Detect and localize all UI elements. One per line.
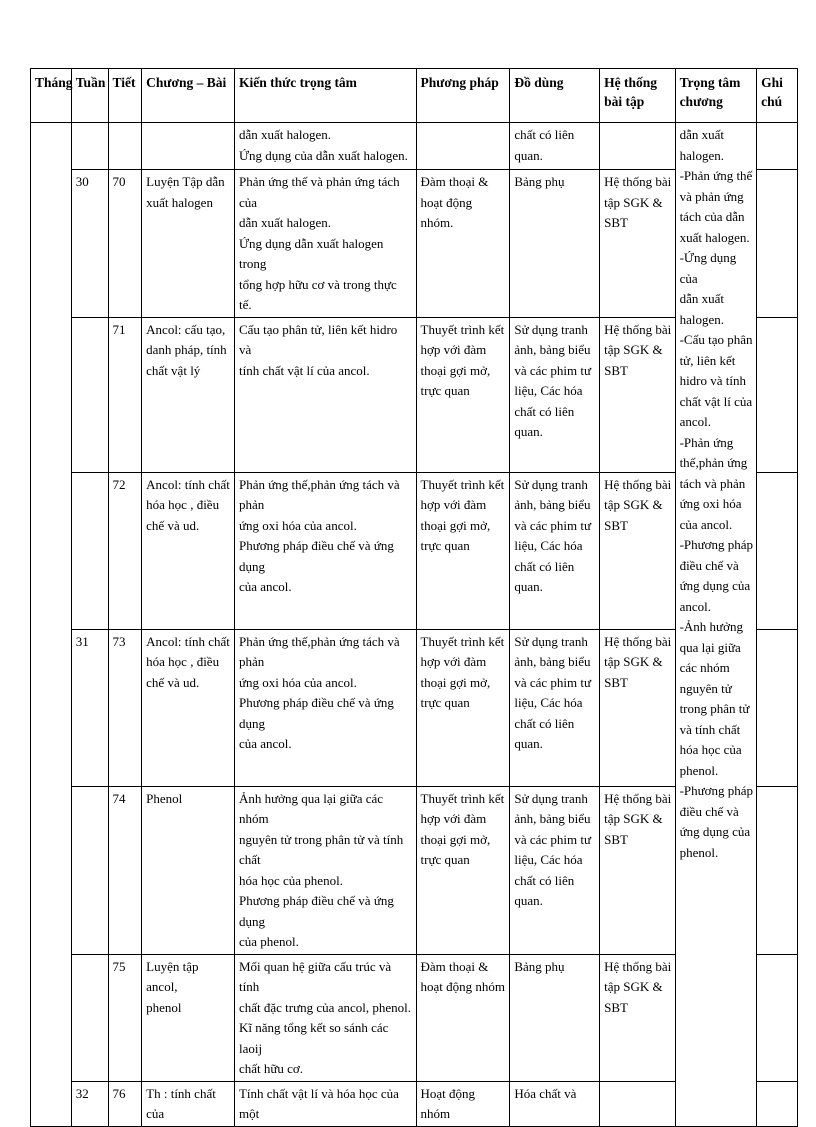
thang-cell [31, 123, 72, 1127]
he-thong-cell: Hệ thống bài tập SGK & SBT [600, 317, 675, 472]
tuan-cell: 31 [71, 629, 108, 786]
header-he-thong: Hệ thống bài tập [600, 69, 675, 123]
tiet-cell: 71 [108, 317, 142, 472]
bai-cell: Phenol [142, 786, 235, 954]
kien-thuc-cell: Phản ứng thế,phản ứng tách và phản ứng oxi hóa của ancol. Phương pháp điều chế và ứng dụng của ancol. [234, 472, 416, 629]
header-phuong-phap: Phương pháp [416, 69, 510, 123]
header-trong-tam: Trọng tâm chương [675, 69, 757, 123]
ghi-chu-cell [757, 786, 798, 954]
ghi-chu-cell [757, 123, 798, 170]
bai-cell: Ancol: tính chất hóa học , điều chế và ud. [142, 629, 235, 786]
ghi-chu-cell [757, 629, 798, 786]
header-kien-thuc: Kiến thức trọng tâm [234, 69, 416, 123]
phuong-phap-cell: Đàm thoại & hoạt động nhóm [416, 954, 510, 1081]
lesson-plan-table [30, 68, 798, 1127]
tiet-cell: 74 [108, 786, 142, 954]
table-header-row [31, 69, 798, 123]
do-dung-cell: Sử dụng tranh ảnh, bảng biểu và các phim tư liệu, Các hóa chất có liên quan. [510, 317, 600, 472]
header-chuong-bai: Chương – Bài [142, 69, 235, 123]
ghi-chu-cell [757, 472, 798, 629]
kien-thuc-cell: Phản ứng thế,phản ứng tách và phản ứng oxi hóa của ancol. Phương pháp điều chế và ứng dụng của ancol. [234, 629, 416, 786]
header-tiet: Tiết [108, 69, 142, 123]
tuan-cell: 30 [71, 170, 108, 318]
do-dung-cell: Sử dụng tranh ảnh, bảng biểu và các phim tư liệu, Các hóa chất có liên quan. [510, 472, 600, 629]
ghi-chu-cell [757, 1081, 798, 1126]
header-do-dung: Đồ dùng [510, 69, 600, 123]
tiet-cell [108, 123, 142, 170]
phuong-phap-cell: Thuyết trình kết hợp với đàm thoại gợi mở, trực quan [416, 786, 510, 954]
he-thong-cell: Hệ thống bài tập SGK & SBT [600, 472, 675, 629]
kien-thuc-cell: Cấu tạo phân tử, liên kết hidro và tính chất vật lí của ancol. [234, 317, 416, 472]
bai-cell [142, 123, 235, 170]
phuong-phap-cell: Thuyết trình kết hợp với đàm thoại gợi mở, trực quan [416, 472, 510, 629]
do-dung-cell: Hóa chất và [510, 1081, 600, 1126]
tuan-cell [71, 786, 108, 954]
he-thong-cell: Hệ thống bài tập SGK & SBT [600, 629, 675, 786]
he-thong-cell: Hệ thống bài tập SGK & SBT [600, 170, 675, 318]
he-thong-cell [600, 123, 675, 170]
tuan-cell [71, 317, 108, 472]
tiet-cell: 72 [108, 472, 142, 629]
he-thong-cell [600, 1081, 675, 1126]
kien-thuc-cell: Ảnh hưởng qua lại giữa các nhóm nguyên tử trong phân tử và tính chất hóa học của phenol. Phương pháp điều chế và ứng dụng của phenol. [234, 786, 416, 954]
do-dung-cell: Sử dụng tranh ảnh, bảng biểu và các phim tư liệu, Các hóa chất có liên quan. [510, 629, 600, 786]
bai-cell: Ancol: cấu tạo, danh pháp, tính chất vật lý [142, 317, 235, 472]
do-dung-cell: chất có liên quan. [510, 123, 600, 170]
kien-thuc-cell: Tính chất vật lí và hóa học của một [234, 1081, 416, 1126]
header-tuan: Tuần [71, 69, 108, 123]
tiet-cell: 70 [108, 170, 142, 318]
tiet-cell: 76 [108, 1081, 142, 1126]
tuan-cell [71, 954, 108, 1081]
kien-thuc-cell: Mối quan hệ giữa cấu trúc và tính chất đặc trưng của ancol, phenol. Kĩ năng tổng kết so sánh các laoij chất hữu cơ. [234, 954, 416, 1081]
bai-cell: Luyện tập ancol, phenol [142, 954, 235, 1081]
ghi-chu-cell [757, 317, 798, 472]
ghi-chu-cell [757, 954, 798, 1081]
tiet-cell: 73 [108, 629, 142, 786]
phuong-phap-cell: Hoạt động nhóm [416, 1081, 510, 1126]
he-thong-cell: Hệ thống bài tập SGK & SBT [600, 954, 675, 1081]
kien-thuc-cell: dẫn xuất halogen. Ứng dụng của dẫn xuất halogen. [234, 123, 416, 170]
tiet-cell: 75 [108, 954, 142, 1081]
ghi-chu-cell [757, 170, 798, 318]
he-thong-cell: Hệ thống bài tập SGK & SBT [600, 786, 675, 954]
tuan-cell: 32 [71, 1081, 108, 1126]
bai-cell: Th : tính chất của [142, 1081, 235, 1126]
trong-tam-chuong-cell: dẫn xuất halogen. -Phản ứng thế và phản ứng tách của dẫn xuất halogen. -Ứng dụng của dẫn xuất halogen. -Cấu tạo phân tử, liên kết hidro và tính chất vật lí của ancol. -Phản ứng thế,phản ứng tách và phản ứng oxi hóa của ancol. -Phương pháp điều chế và ứng dụng của ancol. -Ảnh hưởng qua lại giữa các nhóm nguyên tử trong phân tử và tính chất hóa học của phenol. -Phương pháp điều chế và ứng dụng của phenol. [675, 123, 757, 1127]
tuan-cell [71, 123, 108, 170]
bai-cell: Luyện Tập dẫn xuất halogen [142, 170, 235, 318]
do-dung-cell: Bảng phụ [510, 954, 600, 1081]
table-row [31, 123, 798, 170]
header-ghi-chu: Ghi chú [757, 69, 798, 123]
kien-thuc-cell: Phản ứng thế và phản ứng tách của dẫn xuất halogen. Ứng dụng dẫn xuất halogen trong tổng hợp hữu cơ và trong thực tế. [234, 170, 416, 318]
do-dung-cell: Sử dụng tranh ảnh, bảng biểu và các phim tư liệu, Các hóa chất có liên quan. [510, 786, 600, 954]
phuong-phap-cell: Thuyết trình kết hợp với đàm thoại gợi mở, trực quan [416, 317, 510, 472]
phuong-phap-cell: Thuyết trình kết hợp với đàm thoại gợi mở, trực quan [416, 629, 510, 786]
phuong-phap-cell [416, 123, 510, 170]
phuong-phap-cell: Đàm thoại & hoạt động nhóm. [416, 170, 510, 318]
header-thang: Tháng [31, 69, 72, 123]
tuan-cell [71, 472, 108, 629]
do-dung-cell: Bảng phụ [510, 170, 600, 318]
bai-cell: Ancol: tính chất hóa học , điều chế và ud. [142, 472, 235, 629]
